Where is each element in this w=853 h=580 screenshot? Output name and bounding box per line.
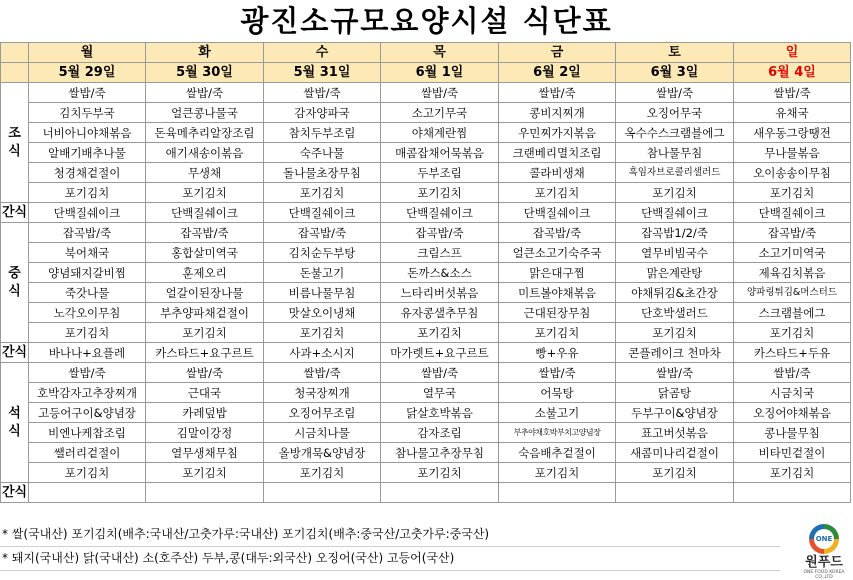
- menu-item: 단호박샐러드: [616, 303, 734, 323]
- logo-circle-icon: [809, 524, 839, 554]
- menu-item: 유자콩샐추무침: [381, 303, 499, 323]
- menu-item: 열무국: [381, 383, 499, 403]
- dinner-label-char: 식: [8, 423, 21, 439]
- menu-item: 잡곡밥/죽: [381, 223, 499, 243]
- snack-item: 바나나+요플레: [29, 343, 146, 363]
- menu-item: 얼갈이된장나물: [146, 283, 264, 303]
- menu-item: 오징어무국: [616, 103, 734, 123]
- breakfast-label-char: 조: [8, 125, 21, 141]
- menu-item: 쌜러리겉절이: [29, 443, 146, 463]
- breakfast-row: [1, 163, 851, 183]
- date-header: 6월 1일: [381, 63, 499, 83]
- logo-name: 원푸드: [805, 555, 843, 570]
- menu-item: 닭살호박볶음: [381, 403, 499, 423]
- menu-item: 표고버섯볶음: [616, 423, 734, 443]
- menu-item: 야채튀김&초간장: [616, 283, 734, 303]
- dinner-row: [1, 443, 851, 463]
- snack-item: 단백질쉐이크: [29, 203, 146, 223]
- menu-item: 새콤미나리겉절이: [616, 443, 734, 463]
- snack-label: 간식: [1, 203, 29, 223]
- menu-item: 느타리버섯볶음: [381, 283, 499, 303]
- menu-item: 흑임자브로콜리샐러드: [616, 163, 734, 183]
- menu-item: 두부조림: [381, 163, 499, 183]
- menu-item: 잡곡밥/죽: [264, 223, 381, 243]
- snack-item: [734, 483, 851, 503]
- snack-row: [1, 483, 851, 503]
- snack-item: 마가렛트+요구르트: [381, 343, 499, 363]
- day-header: 월: [29, 43, 146, 63]
- menu-item: 포기김치: [264, 183, 381, 203]
- menu-item: 잡곡밥/죽: [29, 223, 146, 243]
- menu-item: 청국장찌개: [264, 383, 381, 403]
- menu-item: 양념돼지갈비찜: [29, 263, 146, 283]
- menu-item: 청경채겉절이: [29, 163, 146, 183]
- menu-item: 쌀밥/죽: [381, 83, 499, 103]
- snack-item: [499, 483, 616, 503]
- dinner-row: [1, 463, 851, 483]
- breakfast-row: [1, 123, 851, 143]
- dinner-row: [1, 403, 851, 423]
- date-header: 6월 3일: [616, 63, 734, 83]
- menu-item: 잡곡밥/죽: [734, 223, 851, 243]
- menu-item: 콩나물무침: [734, 423, 851, 443]
- snack-item: 사과+소시지: [264, 343, 381, 363]
- snack-item: [29, 483, 146, 503]
- menu-item: 노각오이무침: [29, 303, 146, 323]
- menu-item: 포기김치: [381, 183, 499, 203]
- date-header: 6월 2일: [499, 63, 616, 83]
- menu-item: 유채국: [734, 103, 851, 123]
- menu-item: 시금치나물: [264, 423, 381, 443]
- menu-item: 미트볼야채볶음: [499, 283, 616, 303]
- menu-item: 포기김치: [381, 463, 499, 483]
- day-header: 목: [381, 43, 499, 63]
- lunch-label: [1, 223, 29, 343]
- menu-item: 죽갓나물: [29, 283, 146, 303]
- menu-item: 김말이강정: [146, 423, 264, 443]
- origin-notes: [0, 523, 780, 571]
- menu-item: 포기김치: [499, 323, 616, 343]
- menu-item: 쌀밥/죽: [29, 363, 146, 383]
- menu-item: 참치두부조림: [264, 123, 381, 143]
- corner-cell: [1, 43, 29, 63]
- menu-item: 열무생채무침: [146, 443, 264, 463]
- snack-item: [616, 483, 734, 503]
- menu-item: 북어채국: [29, 243, 146, 263]
- menu-item: 쌀밥/죽: [616, 83, 734, 103]
- menu-item: 포기김치: [264, 463, 381, 483]
- menu-item: 올방개묵&양념장: [264, 443, 381, 463]
- menu-item: 돈까스&소스: [381, 263, 499, 283]
- menu-item: 포기김치: [616, 183, 734, 203]
- menu-item: 비름나물무침: [264, 283, 381, 303]
- menu-item: 포기김치: [146, 183, 264, 203]
- lunch-row: [1, 263, 851, 283]
- day-header: 금: [499, 43, 616, 63]
- menu-item: 콩비지찌개: [499, 103, 616, 123]
- menu-item: 비타민겉절이: [734, 443, 851, 463]
- menu-item: 쌀밥/죽: [146, 363, 264, 383]
- menu-item: 감자조림: [381, 423, 499, 443]
- menu-item: 쌀밥/죽: [734, 363, 851, 383]
- menu-item: 콜라비생채: [499, 163, 616, 183]
- menu-item: 숙음배추겉절이: [499, 443, 616, 463]
- lunch-row: [1, 243, 851, 263]
- dinner-row: [1, 363, 851, 383]
- date-header: 5월 30일: [146, 63, 264, 83]
- snack-item: 단백질쉐이크: [146, 203, 264, 223]
- menu-item: 오징어야채볶음: [734, 403, 851, 423]
- menu-item: 비엔나케찹조림: [29, 423, 146, 443]
- menu-item: 쌀밥/죽: [499, 363, 616, 383]
- menu-item: 얼큰콩나물국: [146, 103, 264, 123]
- menu-item: 참나물무침: [616, 143, 734, 163]
- breakfast-row: [1, 143, 851, 163]
- menu-item: 열무비빔국수: [616, 243, 734, 263]
- menu-item: 잡곡밥/죽: [499, 223, 616, 243]
- lunch-label-char: 중: [8, 265, 21, 281]
- snack-item: 단백질쉐이크: [734, 203, 851, 223]
- menu-item: 두부구이&양념장: [616, 403, 734, 423]
- snack-item: [381, 483, 499, 503]
- menu-item: 매콤잡채어묵볶음: [381, 143, 499, 163]
- breakfast-label-char: 식: [8, 143, 21, 159]
- menu-item: 숙주나물: [264, 143, 381, 163]
- menu-item: 오징어무조림: [264, 403, 381, 423]
- onefood-logo: [795, 524, 853, 580]
- menu-item: 잡곡밥/죽: [146, 223, 264, 243]
- date-header-row: [1, 63, 851, 83]
- menu-item: 야채계란찜: [381, 123, 499, 143]
- menu-item: 돌나물초장무침: [264, 163, 381, 183]
- menu-item: 얼큰소고기숙주국: [499, 243, 616, 263]
- corner-cell: [1, 63, 29, 83]
- menu-item: 옥수수스크램블에그: [616, 123, 734, 143]
- menu-item: 부추야채호박부치고양념장: [499, 423, 616, 443]
- snack-row: [1, 343, 851, 363]
- menu-item: 크림스프: [381, 243, 499, 263]
- menu-item: 참나물고추장무침: [381, 443, 499, 463]
- menu-item: 소불고기: [499, 403, 616, 423]
- menu-item: 우민찌가지볶음: [499, 123, 616, 143]
- lunch-row: [1, 303, 851, 323]
- lunch-row: [1, 283, 851, 303]
- lunch-row: [1, 323, 851, 343]
- menu-item: 감자양파국: [264, 103, 381, 123]
- menu-item: 포기김치: [734, 183, 851, 203]
- menu-item: 크랜베리멸치조림: [499, 143, 616, 163]
- menu-item: 부추양파채겉절이: [146, 303, 264, 323]
- menu-item: 카레덮밥: [146, 403, 264, 423]
- menu-item: 김치순두부탕: [264, 243, 381, 263]
- menu-item: 포기김치: [146, 463, 264, 483]
- menu-item: 쌀밥/죽: [29, 83, 146, 103]
- dinner-row: [1, 383, 851, 403]
- logo-badge: ONE: [814, 529, 834, 549]
- snack-item: [146, 483, 264, 503]
- menu-item: 포기김치: [29, 323, 146, 343]
- lunch-row: [1, 223, 851, 243]
- snack-item: 단백질쉐이크: [616, 203, 734, 223]
- menu-item: 포기김치: [734, 323, 851, 343]
- menu-item: 근대된장무침: [499, 303, 616, 323]
- snack-item: 단백질쉐이크: [381, 203, 499, 223]
- menu-item: 잡곡밥1/2/죽: [616, 223, 734, 243]
- menu-item: 포기김치: [381, 323, 499, 343]
- day-header-row: [1, 43, 851, 63]
- dinner-row: [1, 423, 851, 443]
- menu-item: 호박감자고추장찌개: [29, 383, 146, 403]
- menu-item: 포기김치: [146, 323, 264, 343]
- snack-item: 콘플레이크 천마차: [616, 343, 734, 363]
- day-header: 토: [616, 43, 734, 63]
- menu-item: 쌀밥/죽: [616, 363, 734, 383]
- menu-item: 맑은대구찜: [499, 263, 616, 283]
- menu-item: 알배기배추나물: [29, 143, 146, 163]
- menu-item: 포기김치: [734, 463, 851, 483]
- menu-item: 포기김치: [29, 183, 146, 203]
- breakfast-row: [1, 103, 851, 123]
- day-header: 일: [734, 43, 851, 63]
- snack-item: 단백질쉐이크: [264, 203, 381, 223]
- origin-note: * 쌀(국내산) 포기김치(배추:국내산/고춧가루:국내산) 포기김치(배추:중국산/고춧가루:중국산): [0, 523, 780, 547]
- lunch-label-char: 식: [8, 283, 21, 299]
- snack-item: 카스타드+두유: [734, 343, 851, 363]
- day-header: 수: [264, 43, 381, 63]
- menu-item: 쌀밥/죽: [734, 83, 851, 103]
- menu-item: 쌀밥/죽: [264, 363, 381, 383]
- snack-item: 단백질쉐이크: [499, 203, 616, 223]
- dinner-label-char: 석: [8, 405, 21, 421]
- menu-item: 쌀밥/죽: [146, 83, 264, 103]
- menu-item: 무생채: [146, 163, 264, 183]
- menu-item: 스크램블에그: [734, 303, 851, 323]
- menu-item: 어묵탕: [499, 383, 616, 403]
- menu-item: 애기새송이볶음: [146, 143, 264, 163]
- snack-label: 간식: [1, 483, 29, 503]
- menu-item: 닭곰탕: [616, 383, 734, 403]
- menu-item: 포기김치: [264, 323, 381, 343]
- menu-item: 김치두부국: [29, 103, 146, 123]
- menu-item: 맑은계란탕: [616, 263, 734, 283]
- menu-item: 포기김치: [616, 463, 734, 483]
- menu-item: 시금치국: [734, 383, 851, 403]
- breakfast-row: [1, 83, 851, 103]
- breakfast-row: [1, 183, 851, 203]
- menu-item: 소고기무국: [381, 103, 499, 123]
- origin-note: * 돼지(국내산) 닭(국내산) 소(호주산) 두부,콩(대두:외국산) 오징어(국산) 고등어(국산): [0, 547, 780, 571]
- menu-item: 제육김치볶음: [734, 263, 851, 283]
- logo-subtitle: ONE FOOD KOREA CO.,LTD: [803, 570, 845, 580]
- snack-item: 카스타드+요구르트: [146, 343, 264, 363]
- snack-item: [264, 483, 381, 503]
- menu-item: 무나물볶음: [734, 143, 851, 163]
- menu-item: 쌀밥/죽: [499, 83, 616, 103]
- snack-label: 간식: [1, 343, 29, 363]
- menu-item: 양파링튀김&머스터드: [734, 283, 851, 303]
- menu-item: 근대국: [146, 383, 264, 403]
- menu-item: 쌀밥/죽: [381, 363, 499, 383]
- menu-item: 포기김치: [499, 183, 616, 203]
- menu-table: [0, 42, 851, 503]
- date-header: 5월 29일: [29, 63, 146, 83]
- dinner-label: [1, 363, 29, 483]
- menu-item: 포기김치: [29, 463, 146, 483]
- day-header: 화: [146, 43, 264, 63]
- breakfast-label: [1, 83, 29, 203]
- menu-item: 쌀밥/죽: [264, 83, 381, 103]
- menu-item: 돈불고기: [264, 263, 381, 283]
- menu-item: 포기김치: [499, 463, 616, 483]
- menu-item: 너비아니야채볶음: [29, 123, 146, 143]
- menu-item: 훈제오리: [146, 263, 264, 283]
- menu-item: 포기김치: [616, 323, 734, 343]
- menu-item: 새우동그랑땡전: [734, 123, 851, 143]
- date-header: 5월 31일: [264, 63, 381, 83]
- menu-item: 홍합살미역국: [146, 243, 264, 263]
- page-title: 광진소규모요양시설 식단표: [240, 4, 613, 38]
- menu-item: 오이송송이무침: [734, 163, 851, 183]
- snack-row: [1, 203, 851, 223]
- menu-item: 소고기미역국: [734, 243, 851, 263]
- date-header: 6월 4일: [734, 63, 851, 83]
- snack-item: 빵+우유: [499, 343, 616, 363]
- menu-item: 고등어구이&양념장: [29, 403, 146, 423]
- menu-item: 돈육메추리알장조림: [146, 123, 264, 143]
- menu-item: 맛살오이냉채: [264, 303, 381, 323]
